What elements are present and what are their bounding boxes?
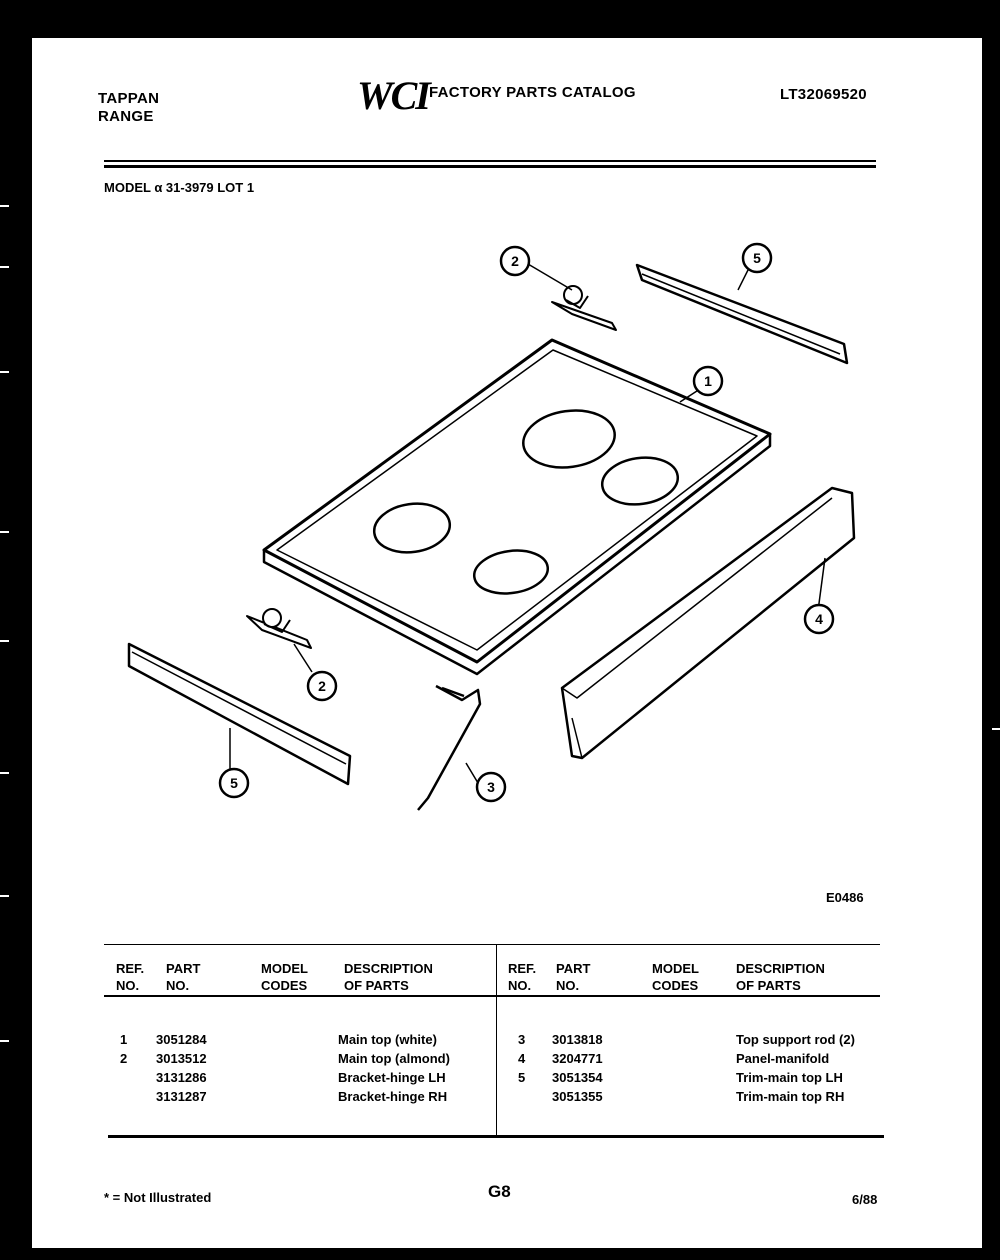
right-desc-column [736, 1030, 855, 1106]
callout-4 [805, 605, 833, 633]
table-cell: Trim-main top LH [736, 1070, 843, 1085]
trim-main-top-rear [637, 265, 847, 363]
table-cell: 3051284 [156, 1032, 207, 1047]
brand-name: TAPPAN [98, 90, 160, 107]
table-cell: 5 [518, 1070, 526, 1085]
figure-code: E0486 [826, 890, 864, 905]
callout-label: 1 [704, 373, 712, 389]
header-model-codes: MODEL CODES [652, 961, 699, 993]
header-description: DESCRIPTION OF PARTS [344, 961, 433, 993]
callout-5 [743, 244, 771, 272]
table-header-rule [104, 995, 880, 997]
left-ref-column [120, 1030, 127, 1068]
table-cell: 3013818 [552, 1032, 603, 1047]
catalog-title: FACTORY PARTS CATALOG [429, 84, 636, 101]
left-part-column [156, 1030, 207, 1106]
top-support-rod [418, 686, 480, 810]
wci-logo: WCI [357, 73, 429, 118]
left-desc-column [338, 1030, 450, 1106]
table-top-rule [104, 944, 880, 945]
table-cell: Trim-main top RH [736, 1089, 845, 1104]
callout-label: 5 [230, 775, 238, 791]
table-cell: Main top (white) [338, 1032, 437, 1047]
edge-mark [0, 531, 9, 533]
header-ref-no: REF. NO. [116, 961, 145, 993]
footnote: * = Not Illustrated [104, 1190, 212, 1205]
header-model-codes: MODEL CODES [261, 961, 308, 993]
callout-label: 4 [815, 611, 823, 627]
edge-mark [0, 772, 9, 774]
callout-label: 2 [318, 678, 326, 694]
header-part-no: PART NO. [556, 961, 591, 993]
edge-mark [0, 371, 9, 373]
callout-label: 2 [511, 253, 519, 269]
table-cell: 3013512 [156, 1051, 207, 1066]
table-cell: Top support rod (2) [736, 1032, 855, 1047]
product-type: RANGE [98, 108, 154, 125]
table-bottom-rule [108, 1135, 884, 1138]
table-cell: 3204771 [552, 1051, 603, 1066]
callout-5 [220, 769, 248, 797]
header-description: DESCRIPTION OF PARTS [736, 961, 825, 993]
right-ref-column [518, 1030, 525, 1087]
edge-mark [0, 895, 9, 897]
edge-mark [0, 266, 9, 268]
table-cell: Panel-manifold [736, 1051, 830, 1066]
edge-mark [0, 205, 9, 207]
table-cell: 3131286 [156, 1070, 207, 1085]
edge-mark [0, 1040, 9, 1042]
header-ref-no: REF. NO. [508, 961, 537, 993]
callout-1 [694, 367, 722, 395]
trim-main-top-front [129, 644, 350, 784]
callout-label: 5 [753, 250, 761, 266]
header-part-no: PART NO. [166, 961, 201, 993]
table-cell: 3051355 [552, 1089, 603, 1104]
table-cell: Main top (almond) [338, 1051, 450, 1066]
catalog-number: LT32069520 [780, 86, 867, 103]
table-cell: 2 [120, 1051, 128, 1066]
table-divider [496, 944, 497, 1137]
callout-2 [308, 672, 336, 700]
page-code: G8 [488, 1182, 511, 1201]
right-part-column [552, 1030, 603, 1106]
table-cell: Bracket-hinge LH [338, 1070, 446, 1085]
bracket-hinge-upper [552, 286, 616, 330]
exploded-parts-diagram [32, 38, 982, 938]
bracket-hinge-lower [247, 609, 311, 648]
edge-mark [992, 728, 1000, 730]
table-cell: 3131287 [156, 1089, 207, 1104]
table-cell: 3051354 [552, 1070, 603, 1085]
table-cell: 4 [518, 1051, 526, 1066]
table-cell: 1 [120, 1032, 128, 1047]
table-cell: 3 [518, 1032, 526, 1047]
catalog-page [32, 38, 982, 1248]
callout-3 [477, 773, 505, 801]
model-line: MODEL α 31-3979 LOT 1 [104, 180, 255, 195]
table-cell: Bracket-hinge RH [338, 1089, 448, 1104]
edge-mark [0, 640, 9, 642]
revision-date: 6/88 [852, 1192, 878, 1207]
callout-label: 3 [487, 779, 495, 795]
callout-2 [501, 247, 529, 275]
